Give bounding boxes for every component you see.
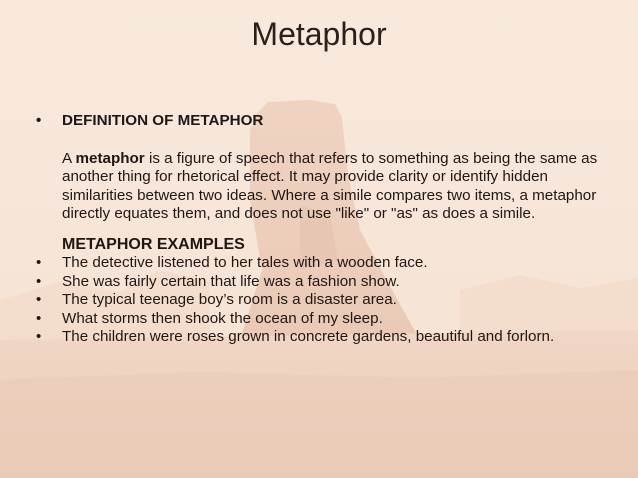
examples-heading: METAPHOR EXAMPLES [62,235,245,253]
examples-heading-row [34,236,614,255]
example-item [34,254,614,273]
bullet-icon: • [36,328,42,345]
example-text: The children were roses grown in concrete gardens, beautiful and forlorn. [62,328,555,345]
definition-term: metaphor [75,149,145,167]
example-item [34,328,614,347]
example-text: The typical teenage boy’s room is a disaster area. [62,291,397,308]
definition-paragraph [34,150,614,224]
definition-heading: DEFINITION OF METAPHOR [62,112,264,129]
slide-content [34,112,614,347]
example-item [34,310,614,329]
example-item [34,273,614,292]
slide-title: Metaphor [251,16,387,52]
bullet-icon: • [36,309,42,327]
example-item [34,291,614,310]
bullet-icon: • [36,254,42,271]
example-text: What storms then shook the ocean of my sleep. [62,309,383,327]
example-text: The detective listened to her tales with a wooden face. [62,254,428,271]
bullet-icon: • [36,272,42,290]
example-text: She was fairly certain that life was a fashion show. [62,272,400,290]
definition-intro: A [62,149,76,167]
bullet-icon: • [36,291,42,308]
bullet-icon: • [36,112,42,129]
definition-heading-row [34,112,614,131]
definition-text: is a figure of speech that refers to something as being the same as another thing for rhetorical effect. It may provide clarity or identify hidden similarities between two ideas. Where a simile compares two items, a metaphor directly equates them, and does not use "like" or "as" as does a simile. [62,149,598,222]
